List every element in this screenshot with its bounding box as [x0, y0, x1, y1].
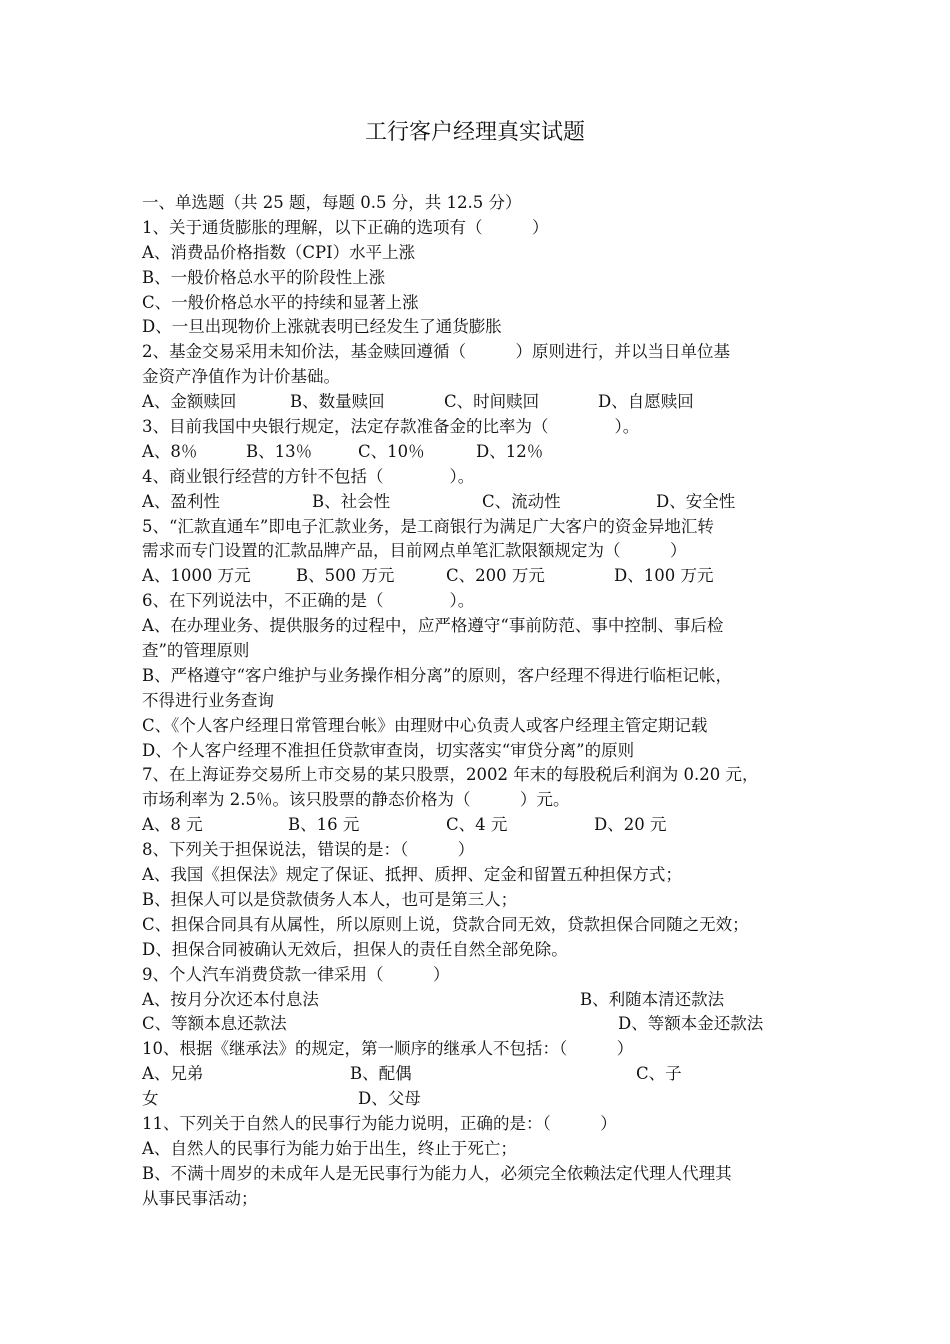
text-line — [142, 440, 814, 465]
line-text: A、我国《担保法》规定了保证、抵押、质押、定金和留置五种担保方式； — [142, 865, 682, 885]
option-text: D、20 元 — [594, 815, 667, 835]
option-text: D、等额本金还款法 — [618, 1014, 764, 1034]
option-text: D、安全性 — [656, 491, 736, 511]
text-line — [142, 988, 814, 1013]
option-text: D、100 万元 — [614, 566, 714, 586]
text-line — [142, 714, 814, 739]
text-line — [142, 1087, 814, 1112]
line-text: 金资产净值作为计价基础。 — [142, 367, 340, 387]
text-line — [142, 1162, 814, 1187]
option-text: B、500 万元 — [296, 566, 395, 586]
line-text: 2、基金交易采用未知价法，基金赎回遵循（ ）原则进行，并以当日单位基 — [142, 342, 730, 362]
text-line — [142, 1037, 814, 1062]
line-text: D、一旦出现物价上涨就表明已经发生了通货膨胀 — [142, 317, 502, 337]
line-text: 3、目前我国中央银行规定，法定存款准备金的比率为（ ）。 — [142, 417, 640, 437]
text-line — [142, 664, 814, 689]
line-text: C、《个人客户经理日常管理台帐》由理财中心负责人或客户经理主管定期记载 — [142, 715, 708, 735]
option-text: C、时间赎回 — [444, 392, 540, 412]
text-line — [142, 216, 814, 241]
option-text: D、父母 — [358, 1089, 421, 1109]
option-text: D、12％ — [476, 441, 544, 461]
line-text: 4、商业银行经营的方针不包括（ ）。 — [142, 466, 475, 486]
line-text: D、个人客户经理不准担任贷款审查岗，切实落实“审贷分离”的原则 — [142, 740, 635, 760]
text-line — [142, 266, 814, 291]
text-line — [142, 515, 814, 540]
line-text: D、担保合同被确认无效后，担保人的责任自然全部免除。 — [142, 939, 568, 959]
option-text: C、流动性 — [482, 491, 561, 511]
text-line — [142, 1012, 814, 1037]
option-text: B、配偶 — [350, 1064, 412, 1084]
line-text: A、在办理业务、提供服务的过程中，应严格遵守“事前防范、事中控制、事后检 — [142, 616, 724, 636]
line-text: 需求而专门设置的汇款品牌产品，目前网点单笔汇款限额规定为（ ） — [142, 541, 687, 561]
line-text: 11、下列关于自然人的民事行为能力说明，正确的是：（ ） — [142, 1113, 617, 1133]
text-line — [142, 365, 814, 390]
text-line — [142, 564, 814, 589]
text-line — [142, 191, 814, 216]
option-text: A、1000 万元 — [142, 566, 251, 586]
text-line — [142, 1062, 814, 1087]
text-line — [142, 838, 814, 863]
line-text: 9、个人汽车消费贷款一律采用（ ） — [142, 964, 450, 984]
line-text: 从事民事活动； — [142, 1188, 258, 1208]
page-title: 工行客户经理真实试题 — [364, 120, 585, 145]
text-line — [142, 689, 814, 714]
text-line — [142, 315, 814, 340]
line-text: 6、在下列说法中，不正确的是（ ）。 — [142, 591, 475, 611]
text-line — [142, 390, 814, 415]
option-text: C、等额本息还款法 — [142, 1014, 287, 1034]
line-text: 8、下列关于担保说法，错误的是：（ ） — [142, 840, 475, 860]
line-text: B、担保人可以是贷款债务人本人，也可是第三人； — [142, 889, 518, 909]
text-line — [142, 763, 814, 788]
text-line — [142, 913, 814, 938]
line-text: 一、单选题（共 25 题，每题 0.5 分，共 12.5 分） — [142, 193, 522, 212]
line-text: C、一般价格总水平的持续和显著上涨 — [142, 292, 419, 312]
text-line — [142, 291, 814, 316]
text-line — [142, 888, 814, 913]
text-line — [142, 1112, 814, 1137]
line-text: 5、“汇款直通车”即电子汇款业务，是工商银行为满足广大客户的资金异地汇转 — [142, 516, 714, 536]
option-text: C、10％ — [358, 441, 425, 461]
line-text: A、消费品价格指数（CPI）水平上涨 — [142, 242, 416, 262]
text-line — [142, 589, 814, 614]
text-line — [142, 739, 814, 764]
text-line — [142, 340, 814, 365]
text-line — [142, 241, 814, 266]
line-text: 7、在上海证券交易所上市交易的某只股票，2002 年末的每股税后利润为 0.20 元， — [142, 765, 759, 785]
text-line — [142, 614, 814, 639]
text-line — [142, 465, 814, 490]
text-line — [142, 963, 814, 988]
text-line — [142, 938, 814, 963]
text-line — [142, 1187, 814, 1212]
line-text: 查”的管理原则 — [142, 641, 250, 661]
text-line — [142, 813, 814, 838]
option-text: C、子 — [636, 1064, 682, 1084]
line-text: B、一般价格总水平的阶段性上涨 — [142, 267, 386, 287]
line-text: 市场利率为 2.5％。该只股票的静态价格为（ ）元。 — [142, 790, 570, 810]
text-line — [142, 490, 814, 515]
text-line — [142, 788, 814, 813]
line-text: 1、关于通货膨胀的理解，以下正确的选项有（ ） — [142, 217, 549, 237]
line-text: B、严格遵守“客户维护与业务操作相分离”的原则，客户经理不得进行临柜记帐， — [142, 665, 732, 685]
option-text: C、200 万元 — [446, 566, 545, 586]
text-line — [142, 1137, 814, 1162]
line-text: C、担保合同具有从属性，所以原则上说，贷款合同无效，贷款担保合同随之无效； — [142, 914, 749, 934]
line-text: B、不满十周岁的未成年人是无民事行为能力人，必须完全依赖法定代理人代理其 — [142, 1163, 732, 1183]
option-text: B、13％ — [246, 441, 313, 461]
text-line — [142, 415, 814, 440]
text-line — [142, 639, 814, 664]
text-line — [142, 863, 814, 888]
option-text: D、自愿赎回 — [598, 392, 694, 412]
option-text: B、社会性 — [312, 491, 391, 511]
text-line — [142, 539, 814, 564]
option-text: 女 — [142, 1089, 159, 1109]
option-text: A、兄弟 — [142, 1064, 204, 1084]
question-body — [142, 191, 814, 1212]
option-text: A、盈利性 — [142, 491, 220, 511]
line-text: A、自然人的民事行为能力始于出生，终止于死亡； — [142, 1138, 517, 1158]
option-text: A、按月分次还本付息法 — [142, 989, 319, 1009]
option-text: B、16 元 — [288, 815, 360, 835]
option-text: B、利随本清还款法 — [580, 989, 725, 1009]
option-text: B、数量赎回 — [290, 392, 385, 412]
line-text: 10、根据《继承法》的规定，第一顺序的继承人不包括：（ ） — [142, 1039, 634, 1059]
option-text: A、8％ — [142, 441, 198, 461]
line-text: 不得进行业务查询 — [142, 690, 274, 710]
option-text: A、金额赎回 — [142, 392, 237, 412]
option-text: C、4 元 — [446, 815, 508, 835]
option-text: A、8 元 — [142, 815, 203, 835]
